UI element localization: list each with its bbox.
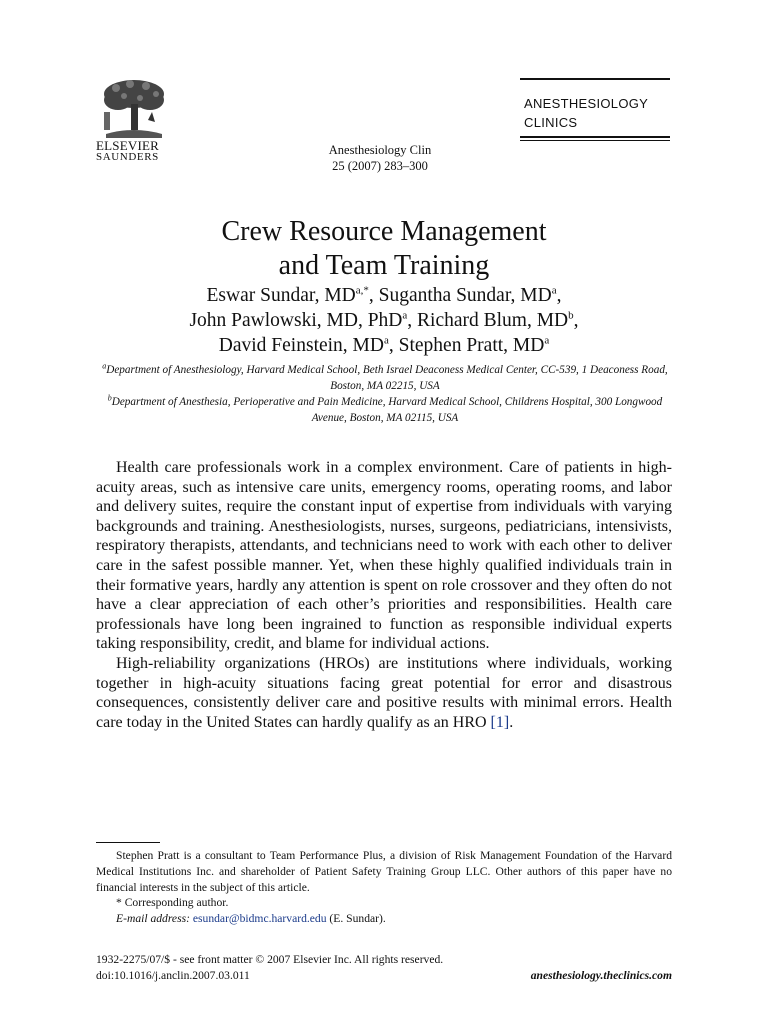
- footnote-divider: [96, 842, 160, 843]
- elsevier-tree-icon: [96, 76, 172, 138]
- publisher-logo: [96, 76, 172, 163]
- affiliation-a: [96, 362, 674, 394]
- article-title: [84, 215, 684, 283]
- affiliations: [96, 362, 674, 426]
- affiliation-text: Department of Anesthesia, Perioperative and Pain Medicine, Harvard Medical School, Childrens Hospital, 300 Longwood Avenue, Boston, MA 02115, USA: [111, 396, 663, 424]
- author-affiliation-mark: a: [551, 284, 557, 297]
- author-affiliation-mark: b: [568, 309, 574, 322]
- corresponding-author-note: * Corresponding author.: [116, 896, 229, 910]
- body-paragraph-2-text: High-reliability organizations (HROs) are institutions where individuals, working together in high-acuity situations facing great potential for error and disastrous consequences, consistently deliver care and positive results with minimal errors. Health care today in the United States can hardly qualify as an HRO: [96, 654, 672, 731]
- author-name: Richard Blum, MD: [417, 310, 569, 331]
- affiliation-text: Department of Anesthesiology, Harvard Medical School, Beth Israel Deaconess Medical Center, CC-539, 1 Deaconess Road, Boston, MA 02215, USA: [106, 364, 668, 392]
- author-name: Sugantha Sundar, MD: [378, 285, 552, 306]
- article-title-line2: and Team Training: [278, 250, 490, 281]
- doi: doi:10.1016/j.anclin.2007.03.011: [96, 968, 250, 982]
- journal-reference: [290, 142, 470, 174]
- email-owner: (E. Sundar).: [326, 912, 386, 926]
- brand-bottom-rule-thin: [520, 140, 670, 141]
- journal-brand-line2: CLINICS: [524, 115, 578, 130]
- author-affiliation-mark: a: [402, 309, 408, 322]
- email-label: E-mail address:: [116, 912, 190, 926]
- body-paragraph-2-end: .: [509, 713, 514, 731]
- issn-line: 1932-2275/07/$ - see front matter © 2007 Elsevier Inc. All rights reserved.: [96, 953, 444, 966]
- footnotes: [96, 848, 672, 927]
- article-title-line1: Crew Resource Management: [221, 216, 547, 247]
- author-affiliation-mark: a: [383, 334, 389, 347]
- author-name: David Feinstein, MD: [218, 335, 384, 356]
- journal-brand-name: [520, 80, 670, 136]
- citation-link[interactable]: [1]: [490, 713, 510, 731]
- author-name: Stephen Pratt, MD: [398, 335, 545, 356]
- email-link[interactable]: esundar@bidmc.harvard.edu: [192, 912, 327, 926]
- author-list: Eswar Sundar, $MD^{a,*}$, Sugantha Sundar, $MD^a$, John Pawlowski, MD, PhD$^a$, Richard Blum, $MD^b$, David Feinstein, $MD^a$, Stephen Pratt, $MD^a$: [189, 284, 579, 356]
- body-paragraph-2: [96, 654, 672, 732]
- journal-brand: [520, 78, 670, 141]
- journal-brand-line1: ANESTHESIOLOGY: [524, 96, 649, 111]
- disclosure-note: Stephen Pratt is a consultant to Team Performance Plus, a division of Risk Management Foundation of the Harvard Medical Institutions Inc. and shareholder of Patient Safety Training Group LLC. Other authors of this paper have no financial interests in the subject of this article.: [96, 849, 672, 894]
- email-note: [96, 911, 672, 927]
- article-body: [96, 458, 672, 732]
- journal-volume-pages: 25 (2007) 283–300: [332, 159, 428, 173]
- affiliation-b: [96, 394, 674, 426]
- front-matter: [96, 952, 672, 984]
- author-affiliation-mark: a: [544, 334, 550, 347]
- publisher-name: ELSEVIER: [96, 138, 159, 153]
- author-name: Eswar Sundar, MD: [206, 285, 356, 306]
- body-paragraph-1: Health care professionals work in a complex environment. Care of patients in high-acuity areas, such as intensive care units, emergency rooms, operating rooms, and labor and delivery suites, require the constant input of expertise from individuals with varying backgrounds and training. Anesthesiologists, nurses, surgeons, pediatricians, intensivists, respiratory therapists, attendants, and technicians need to work with each other to deliver care in the safest possible manner. Yet, when these highly qualified individuals train in their formative years, hardly any attention is spent on role crossover and they often do not have a clear appreciation of each other’s priorities and responsibilities. Health care professionals have long been ingrained to function as responsible individual experts taking responsibility, credit, and blame for individual actions.: [96, 459, 672, 653]
- affiliation-mark: b: [107, 393, 112, 403]
- journal-abbrev: Anesthesiology Clin: [328, 143, 432, 157]
- author-name: John Pawlowski, MD, PhD: [189, 310, 403, 331]
- journal-website[interactable]: anesthesiology.theclinics.com: [530, 968, 672, 982]
- publisher-imprint: SAUNDERS: [96, 151, 159, 163]
- affiliation-mark: a: [102, 361, 107, 371]
- author-affiliation-mark: a,*: [355, 284, 369, 297]
